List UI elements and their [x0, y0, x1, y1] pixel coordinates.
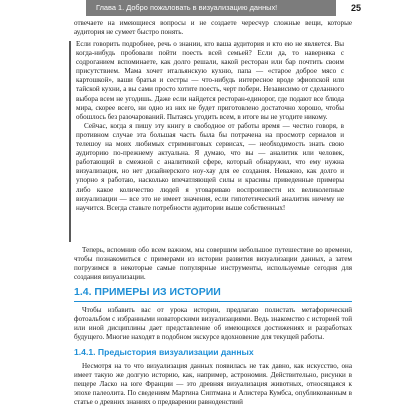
quote-paragraph-1: Если говорить подробнее, речь о знании, кто ваша аудитория и кто ею не является. Вы когда-нибудь пробовали пойти поесть всей семьей? Если да, то наверняка с содроганием вспоминаете, как долго решали, какой ресторан или бар почтить своим присутствием. Мама хочет итальянскую кухню, папа — «старое доброе мясо с картошкой», ваши братья и сестры — что-нибудь интересное вроде эфиопской или тайской кухни, а вы сами просто хотите поесть, черт побери. Независимо от сделанного выбора всем не угодишь. Даже если найдется ресторан-единорог, где подают все блюда мира, скорее всего, ни одно из них не будет приготовлено достаточно хорошо, чтобы обошлось без разочарований. Пытаясь угодить всем, в итоге вы не угодите никому.: [76, 40, 344, 121]
section-1-4-text: [74, 306, 352, 342]
intro-text: [74, 19, 352, 37]
intro-paragraph: отвечаете на имеющиеся вопросы и не создаете чересчур сложные вещи, которые аудитория не сумеет быстро понять.: [74, 19, 352, 37]
subsection-1-4-1-paragraph: Несмотря на то что визуализация данных появилась не так давно, как искусство, она имеет такую же долгую историю, как, например, астрономия. Действительно, рисунки в пещере Ласко на юге Франции — это древняя визуализация животных, относящаяся к эпохе палеолита. По сведениям Мартина Сиптмана и Алистера Кумбса, опубликованным в статье о древних знаниях о предварении равноденствий: [74, 362, 352, 407]
subsection-1-4-1-text: [74, 362, 352, 407]
quote-bar: [69, 41, 71, 242]
section-heading-rule: [74, 301, 352, 302]
outro-text: [74, 246, 352, 282]
section-heading-1-4: 1.4. ПРИМЕРЫ ИЗ ИСТОРИИ: [74, 286, 221, 298]
outro-paragraph: Теперь, вспомнив обо всем важном, мы совершим небольшое путешествие во времени, чтобы познакомиться с примерами из истории развития визуализации данных, а затем погрузимся в некоторые самые популярные инструменты, используемые сегодня для создания визуализации.: [74, 246, 352, 282]
quote-paragraph-2: Сейчас, когда я пишу эту книгу в свободное от работы время — честно говоря, в противном случае эта большая часть была бы потрачена на просмотр сериалов и телешоу на моих любимых стриминговых сервисах, — необходимость знать свою аудиторию по-прежнему актуальна. Я думаю, что вы — аналитик или человек, работающий в смежной с аналитикой сфере, который обнаружил, что ему нужна визуализация, но нет дизайнерского ноу-хау для ее создания. Неважно, как долго и упорно я работаю, насколько впечатляющей силы и красивы приведенные примеры либо какое количество людей я уговариваю воспроизвести их великолепные визуализации — все это не имеет значения, если гипотетический аналитик ничему не научится. Всегда ставьте потребности аудитории выше собственных!: [76, 121, 344, 212]
section-1-4-paragraph: Чтобы избавить вас от урока истории, предлагаю полистать метафорический фотоальбом с избранными новаторскими визуализациями. Ведь знакомство с историей той или иной дисциплины дает представление об имеющихся достижениях и разработках будущего. Многие находят в подобном экскурсе вдохновение для текущей работы.: [74, 306, 352, 342]
quote-block: [76, 40, 344, 213]
running-header-chapter-title: Глава 1. Добро пожаловать в визуализацию данных!: [86, 0, 336, 16]
subsection-heading-1-4-1: 1.4.1. Предыстория визуализации данных: [74, 347, 254, 357]
page-number: 25: [350, 3, 361, 13]
